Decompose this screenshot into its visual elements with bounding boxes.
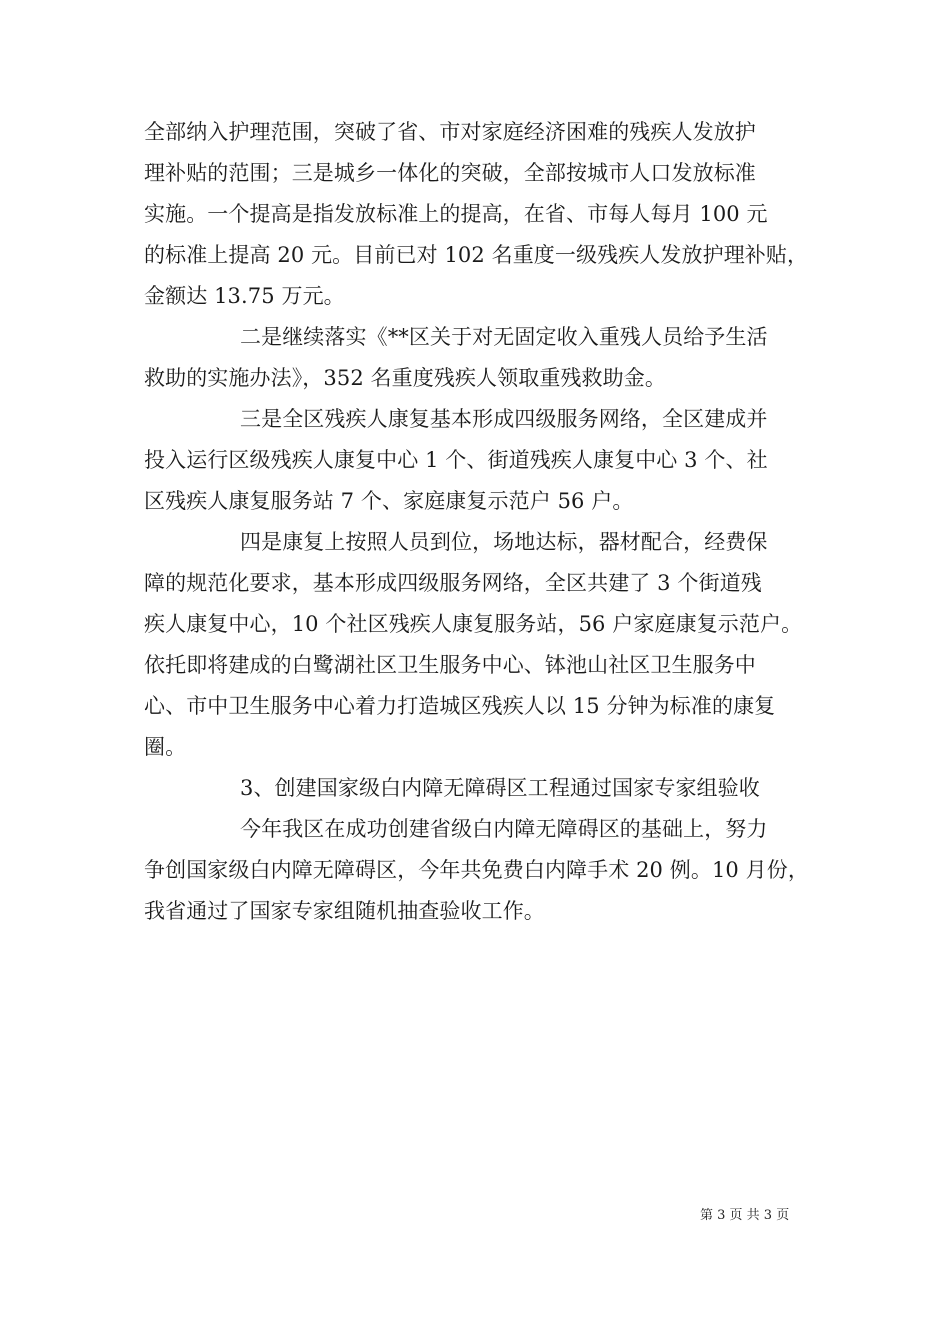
text-line: 争创国家级白内障无障碍区，今年共免费白内障手术 20 例。10 月份， bbox=[144, 858, 809, 882]
section-heading bbox=[144, 768, 812, 809]
paragraph bbox=[144, 112, 812, 317]
paragraph bbox=[144, 522, 812, 768]
text-line: 依托即将建成的白鹭湖社区卫生服务中心、钵池山社区卫生服务中 bbox=[144, 653, 756, 677]
text-line: 实施。一个提高是指发放标准上的提高，在省、市每人每月 100 元 bbox=[144, 202, 768, 226]
text-line: 障的规范化要求，基本形成四级服务网络，全区共建了 3 个街道残 bbox=[144, 571, 762, 595]
text-line: 理补贴的范围；三是城乡一体化的突破，全部按城市人口发放标准 bbox=[144, 161, 756, 185]
text-line: 救助的实施办法》，352 名重度残疾人领取重残救助金。 bbox=[144, 366, 666, 390]
text-line: 疾人康复中心，10 个社区残疾人康复服务站，56 户家庭康复示范户。 bbox=[144, 612, 803, 636]
text-line: 今年我区在成功创建省级白内障无障碍区的基础上，努力 bbox=[240, 817, 768, 841]
text-line: 二是继续落实《**区关于对无固定收入重残人员给予生活 bbox=[240, 325, 768, 349]
text-line: 投入运行区级残疾人康复中心 1 个、街道残疾人康复中心 3 个、社 bbox=[144, 448, 768, 472]
text-line: 三是全区残疾人康复基本形成四级服务网络，全区建成并 bbox=[240, 407, 768, 431]
text-line: 的标准上提高 20 元。目前已对 102 名重度一级残疾人发放护理补贴， bbox=[144, 243, 809, 267]
text-line: 我省通过了国家专家组随机抽查验收工作。 bbox=[144, 899, 545, 923]
text-line: 心、市中卫生服务中心着力打造城区残疾人以 15 分钟为标准的康复 bbox=[144, 694, 776, 718]
heading-line: 3、创建国家级白内障无障碍区工程通过国家专家组验收 bbox=[240, 776, 760, 800]
text-line: 金额达 13.75 万元。 bbox=[144, 284, 345, 308]
text-line: 四是康复上按照人员到位，场地达标，器材配合，经费保 bbox=[240, 530, 768, 554]
text-line: 全部纳入护理范围，突破了省、市对家庭经济困难的残疾人发放护 bbox=[144, 120, 756, 144]
page-number-footer: 第 3 页 共 3 页 bbox=[700, 1208, 790, 1223]
paragraph bbox=[144, 399, 812, 522]
paragraph bbox=[144, 809, 812, 932]
text-line: 区残疾人康复服务站 7 个、家庭康复示范户 56 户。 bbox=[144, 489, 634, 513]
paragraph bbox=[144, 317, 812, 399]
text-line: 圈。 bbox=[144, 735, 187, 759]
document-body bbox=[144, 112, 812, 932]
